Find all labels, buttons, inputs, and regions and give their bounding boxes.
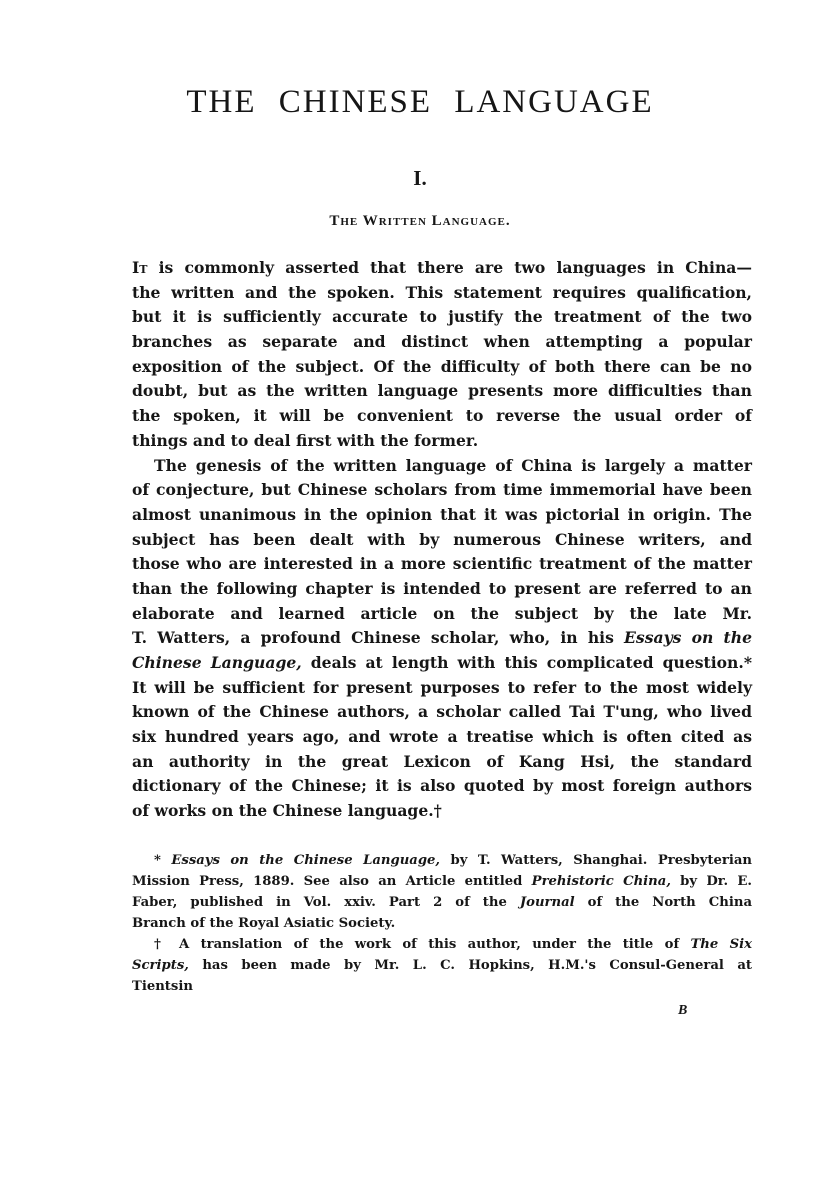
paragraph-2-line: those who are interested in a more scientific treatment of the matter — [132, 554, 752, 574]
paragraph-2-line: The genesis of the written language of China is largely a matter — [154, 455, 752, 475]
paragraph-2-line: T. Watters, a profound Chinese scholar, who, in his Essays on the — [132, 628, 752, 648]
article-title: Prehistoric China, — [531, 874, 671, 889]
paragraph-2-line: subject has been dealt with by numerous Chinese writers, and — [132, 529, 752, 549]
book-title: Essays on the — [624, 628, 752, 648]
paragraph-2-line: almost unanimous in the opinion that it was pictorial in origin. The — [132, 504, 752, 524]
paragraph-2-line: of conjecture, but Chinese scholars from time immemorial have been — [132, 480, 752, 500]
footnote-2-line: † A translation of the work of this author, under the title of The Six — [154, 937, 753, 952]
footnote-1-line: * Essays on the Chinese Language, by T. Watters, Shanghai. Presbyterian — [154, 853, 752, 868]
paragraph-2-line: Chinese Language, deals at length with this complicated question.* — [132, 653, 752, 672]
drop-lead-word: It — [132, 258, 148, 277]
footnote-1-line: Branch of the Royal Asiatic Society. — [132, 916, 396, 931]
footnote-1-line: Mission Press, 1889. See also an Article entitled Prehistoric China, by Dr. E. — [132, 874, 752, 889]
paragraph-1-line: but it is sufficiently accurate to justify the treatment of the two — [132, 307, 752, 327]
work-title: Scripts, — [132, 958, 189, 973]
paragraph-1-line-1: It is commonly asserted that there are two languages in China— — [132, 258, 752, 277]
page-title: THE CHINESE LANGUAGE — [186, 84, 654, 120]
body-text — [132, 256, 752, 824]
signature-mark: B — [678, 1003, 688, 1018]
work-title: The Six — [690, 937, 753, 952]
footnote-2-line: Scripts, has been made by Mr. L. C. Hopkins, H.M.'s Consul-General at — [132, 958, 752, 973]
paragraph-2-line: six hundred years ago, and wrote a treatise which is often cited as — [132, 727, 752, 747]
journal-title: Journal — [519, 895, 575, 910]
paragraph-2-line: an authority in the great Lexicon of Kang Hsi, the standard — [132, 751, 752, 771]
paragraph-2-line: It will be sufficient for present purposes to refer to the most widely — [132, 677, 752, 697]
paragraph-2-line: than the following chapter is intended to present are referred to an — [132, 578, 752, 598]
paragraph-2-line: dictionary of the Chinese; it is also quoted by most foreign authors — [132, 776, 752, 796]
footnote-1-line: Faber, published in Vol. xxiv. Part 2 of the Journal of the North China — [132, 895, 753, 910]
footnotes — [132, 850, 752, 997]
section-heading: The Written Language. — [329, 213, 511, 229]
paragraph-1-line: the written and the spoken. This statement requires qualification, — [132, 282, 752, 302]
paragraph-2-line: elaborate and learned article on the subject by the late Mr. — [132, 603, 752, 623]
paragraph-1-line: the spoken, it will be convenient to reverse the usual order of — [132, 406, 752, 426]
paragraph-1-line: exposition of the subject. Of the difficulty of both there can be no — [132, 356, 752, 376]
paragraph-2-line: known of the Chinese authors, a scholar called Tai T'ung, who lived — [132, 702, 752, 722]
footnote-2-line: Tientsin — [132, 979, 193, 994]
book-title: Chinese Language, — [132, 653, 302, 672]
book-title: Essays on the Chinese Language, — [171, 853, 441, 868]
paragraph-1-line: things and to deal first with the former. — [132, 430, 479, 450]
chapter-numeral: I. — [413, 166, 427, 190]
paragraph-1-line: branches as separate and distinct when attempting a popular — [132, 332, 752, 352]
paragraph-1-line: doubt, but as the written language presents more difficulties than — [132, 381, 752, 401]
paragraph-2-line: of works on the Chinese language.† — [132, 801, 442, 821]
